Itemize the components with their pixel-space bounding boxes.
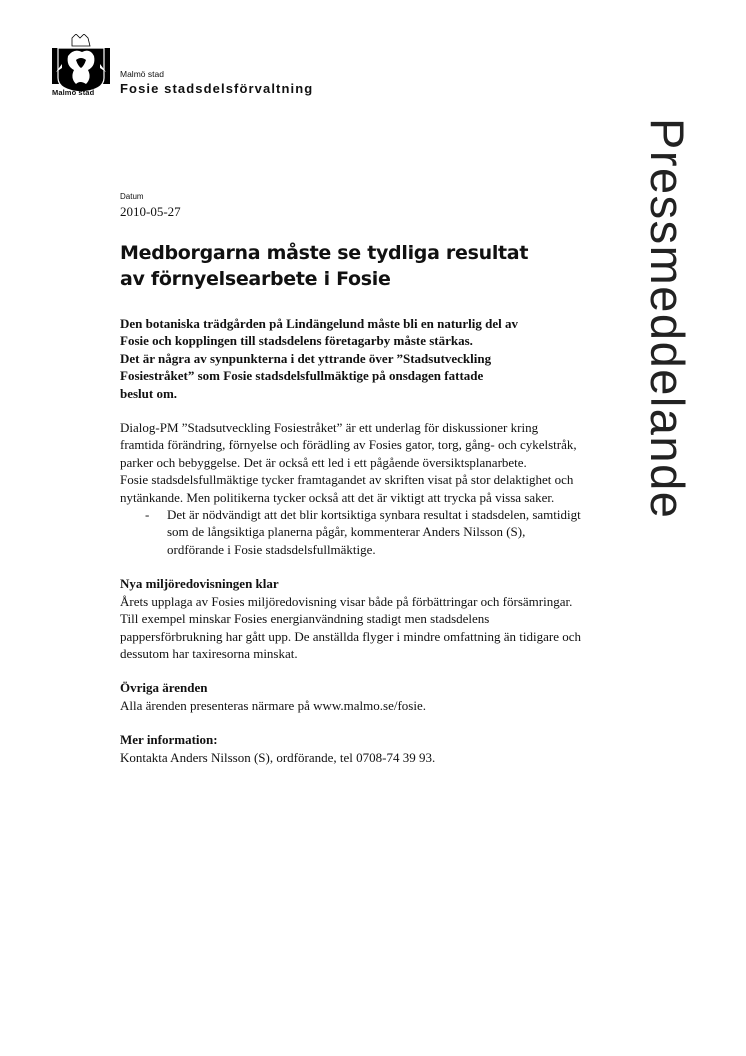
lead-line: Det är några av synpunkterna i det yttrande över ”Stadsutveckling xyxy=(120,350,492,366)
section-text: Årets upplaga av Fosies miljöredovisning visar både på förbättringar och försämringar. Till exempel minskar Fosies energianvändning stadigt men stadsdelens pappersförbrukning har gått upp. De anställda flyger i mindre omfattning än tidigare och dessutom har taxiresorna minskat. xyxy=(120,593,581,661)
headline-line: av förnyelsearbete i Fosie xyxy=(120,268,391,290)
section-more-information xyxy=(120,731,585,766)
bullet-text: Det är nödvändigt att det blir kortsiktiga synbara resultat i stadsdelen, samtidigt som de långsiktiga planerna pågår, kommenterar Anders Nilsson (S), ordförande i Fosie stadsdelsfullmäktige. xyxy=(167,507,581,557)
section-other-matters xyxy=(120,679,585,714)
organization-name: Fosie stadsdelsförvaltning xyxy=(120,81,314,96)
quote-bullet xyxy=(120,506,585,558)
lead-line: Den botaniska trädgården på Lindängelund måste bli en naturlig del av xyxy=(120,316,519,331)
section-heading: Övriga ärenden xyxy=(120,680,208,696)
section-heading: Mer information: xyxy=(120,732,218,748)
date-value: 2010-05-27 xyxy=(120,204,181,219)
bullet-dash: - xyxy=(145,507,150,523)
press-release-headline xyxy=(120,240,590,292)
section-heading: Nya miljöredovisningen klar xyxy=(120,576,279,592)
press-release-body xyxy=(120,315,585,766)
lead-paragraph xyxy=(120,315,585,402)
body-paragraph: Dialog-PM ”Stadsutveckling Fosiestråket” är ett underlag för diskussioner kring framtida förändring, förnyelse och förädling av Fosies gator, torg, gång- och cykelstråk, parker och bebyggelse. Det är också ett led i ett pågående översiktsplanarbete. xyxy=(120,420,577,470)
body-paragraph: Fosie stadsdelsfullmäktige tycker framtagandet av skriften visat på stor delaktighet och nytänkande. Men politikerna tycker också att det är viktigt att trycka på vissa saker. xyxy=(120,472,574,505)
lead-line: beslut om. xyxy=(120,385,178,401)
document-type-title: Pressmeddelande xyxy=(641,118,694,520)
logo-caption: Malmö stad xyxy=(52,88,95,97)
section-text: Alla ärenden presenteras närmare på www.malmo.se/fosie. xyxy=(120,697,426,713)
headline-line: Medborgarna måste se tydliga resultat xyxy=(120,242,529,264)
section-text: Kontakta Anders Nilsson (S), ordförande, tel 0708-74 39 93. xyxy=(120,749,436,765)
organization-parent: Malmö stad xyxy=(120,69,164,79)
lead-line: Fosie och kopplingen till stadsdelens företagarby måste stärkas. xyxy=(120,333,473,349)
date-label: Datum xyxy=(120,192,144,201)
section-environment-report xyxy=(120,575,585,662)
lead-line: Fosiestråket” som Fosie stadsdelsfullmäktige på onsdagen fattade xyxy=(120,368,484,384)
